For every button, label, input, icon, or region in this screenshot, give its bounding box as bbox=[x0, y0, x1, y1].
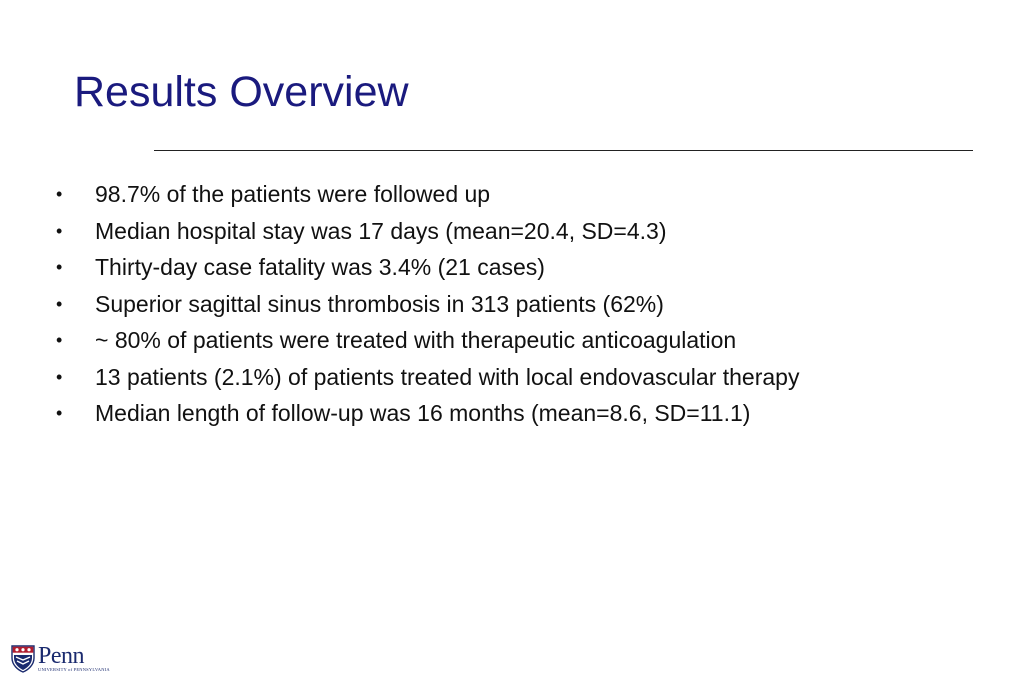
slide-title: Results Overview bbox=[74, 68, 409, 116]
bullet-text: Superior sagittal sinus thrombosis in 313 patients (62%) bbox=[95, 290, 664, 317]
bullet-marker: • bbox=[56, 366, 63, 387]
bullet-item bbox=[56, 359, 799, 396]
bullet-list bbox=[56, 176, 799, 432]
title-divider bbox=[154, 150, 973, 151]
bullet-text: Thirty-day case fatality was 3.4% (21 cases) bbox=[95, 254, 545, 280]
bullet-text: ~ 80% of patients were treated with therapeutic anticoagulation bbox=[95, 327, 737, 353]
bullet-text: Median hospital stay was 17 days (mean=20.4, SD=4.3) bbox=[95, 217, 667, 244]
bullet-marker: • bbox=[56, 403, 63, 423]
bullet-text: 13 patients (2.1%) of patients treated with local endovascular therapy bbox=[95, 363, 800, 390]
bullet-marker: • bbox=[56, 293, 63, 314]
bullet-item bbox=[56, 176, 799, 213]
bullet-item bbox=[56, 286, 799, 323]
bullet-item bbox=[56, 213, 799, 250]
bullet-marker: • bbox=[56, 330, 63, 350]
bullet-text: 98.7% of the patients were followed up bbox=[95, 181, 491, 207]
penn-logo bbox=[11, 645, 110, 675]
penn-wordmark bbox=[38, 645, 110, 673]
logo-subtitle: UNIVERSITY of PENNSYLVANIA bbox=[38, 667, 110, 672]
bullet-item bbox=[56, 249, 799, 286]
penn-shield-icon bbox=[11, 645, 35, 673]
bullet-marker: • bbox=[56, 220, 63, 241]
bullet-marker: • bbox=[56, 257, 63, 277]
bullet-item bbox=[56, 395, 799, 432]
bullet-item bbox=[56, 322, 799, 359]
bullet-text: Median length of follow-up was 16 months (mean=8.6, SD=11.1) bbox=[95, 400, 751, 426]
bullet-marker: • bbox=[56, 184, 63, 204]
logo-word: Penn bbox=[38, 643, 84, 669]
